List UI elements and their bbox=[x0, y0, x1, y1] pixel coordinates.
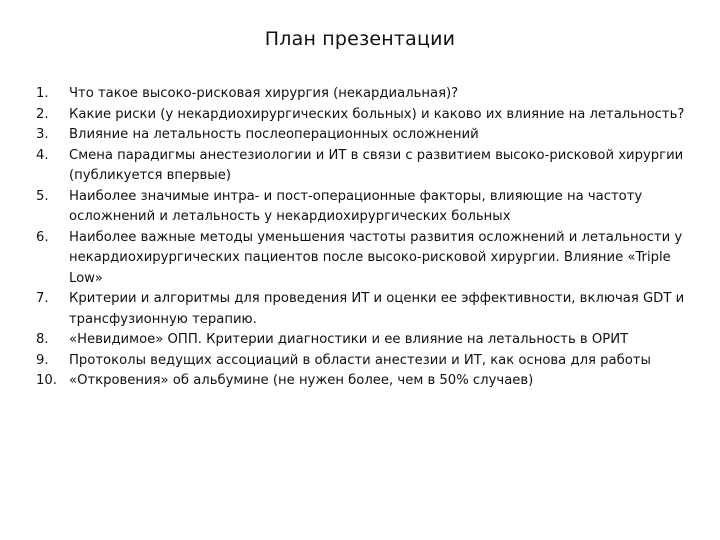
item-number: 10. bbox=[36, 373, 57, 388]
item-text: Какие риски (у некардиохирургических больных) и каково их влияние на летальность? bbox=[69, 106, 685, 122]
list-item bbox=[36, 330, 696, 351]
item-number: 2. bbox=[36, 106, 49, 122]
list-item bbox=[36, 84, 696, 105]
outline-list bbox=[36, 84, 696, 392]
list-item bbox=[36, 351, 696, 372]
item-number: 3. bbox=[36, 127, 49, 142]
item-text: Что такое высоко-рисковая хирургия (некардиальная)? bbox=[69, 86, 459, 101]
list-item bbox=[36, 371, 696, 392]
item-text: Наиболее значимые интра- и пост-операционные факторы, влияющие на частоту осложнений и летальность у некардиохирургических больных bbox=[69, 188, 643, 224]
item-text: Критерии и алгоритмы для проведения ИТ и оценки ее эффективности, включая GDT и трансфузионную терапию. bbox=[69, 291, 685, 327]
list-item bbox=[36, 228, 696, 290]
list-item bbox=[36, 289, 696, 330]
item-text: Смена парадигмы анестезиологии и ИТ в связи с развитием высоко-рисковой хирургии (публикуется впервые) bbox=[69, 147, 684, 183]
item-number: 5. bbox=[36, 188, 49, 204]
item-number: 6. bbox=[36, 229, 49, 245]
item-text: Протоколы ведущих ассоциаций в области анестезии и ИТ, как основа для работы bbox=[69, 352, 651, 368]
item-number: 4. bbox=[36, 147, 49, 163]
slide-title: План презентации bbox=[264, 28, 456, 50]
item-text: «Откровения» об альбумине (не нужен более, чем в 50% случаев) bbox=[69, 373, 534, 388]
list-item bbox=[36, 187, 696, 228]
list-item bbox=[36, 146, 696, 187]
item-text: «Невидимое» ОПП. Критерии диагностики и ее влияние на летальность в ОРИТ bbox=[69, 332, 629, 347]
item-number: 9. bbox=[36, 352, 49, 368]
item-number: 7. bbox=[36, 291, 49, 306]
list-item bbox=[36, 105, 696, 126]
item-number: 8. bbox=[36, 332, 49, 347]
item-text: Влияние на летальность послеоперационных осложнений bbox=[69, 127, 479, 142]
item-text: Наиболее важные методы уменьшения частоты развития осложнений и летальности у некардиохирургических пациентов после высоко-рисковой хирургии. Влияние «Triple Low» bbox=[69, 229, 683, 286]
item-number: 1. bbox=[36, 86, 49, 101]
list-item bbox=[36, 125, 696, 146]
